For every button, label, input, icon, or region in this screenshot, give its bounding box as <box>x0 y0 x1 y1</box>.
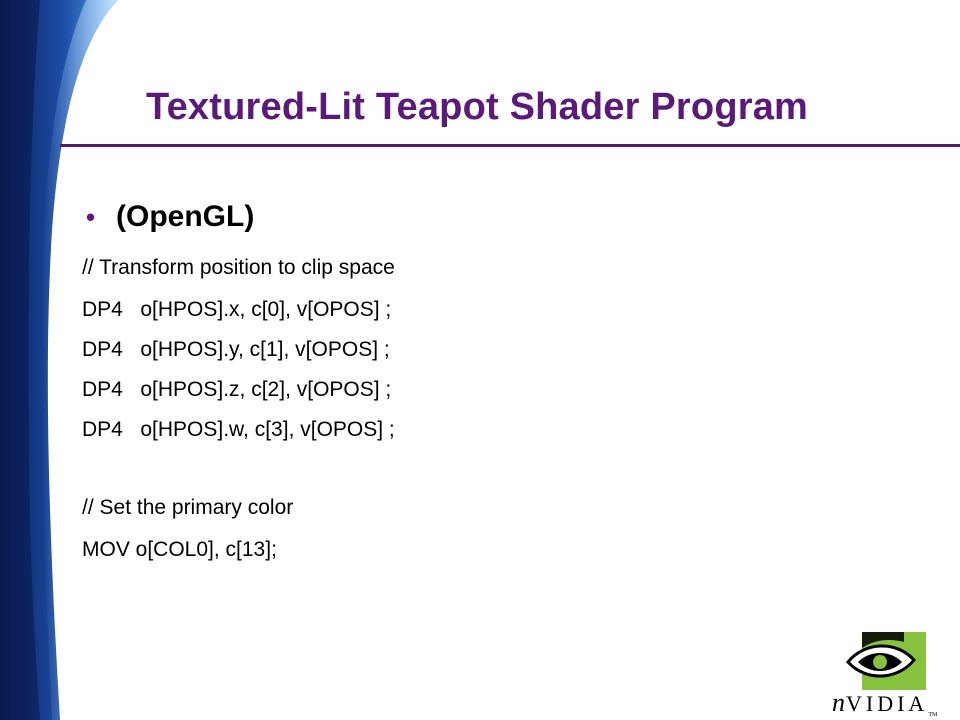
code-line-dp4-w: DP4 o[HPOS].w, c[3], v[OPOS] ; <box>82 418 395 441</box>
code-comment-transform: // Transform position to clip space <box>82 256 395 279</box>
title-underline <box>60 144 960 147</box>
bullet-text: (OpenGL) <box>116 200 255 233</box>
bullet-dot-icon: • <box>86 201 96 232</box>
code-line-dp4-y: DP4 o[HPOS].y, c[1], v[OPOS] ; <box>82 338 390 361</box>
bullet-item <box>86 200 254 234</box>
code-line-mov: MOV o[COL0], c[13]; <box>82 538 277 561</box>
code-comment-color: // Set the primary color <box>82 496 294 519</box>
code-line-dp4-x: DP4 o[HPOS].x, c[0], v[OPOS] ; <box>82 298 392 321</box>
nvidia-wordmark: nVIDIATM <box>832 688 938 718</box>
slide-title: Textured-Lit Teapot Shader Program <box>146 86 809 128</box>
code-line-dp4-z: DP4 o[HPOS].z, c[2], v[OPOS] ; <box>82 378 392 401</box>
